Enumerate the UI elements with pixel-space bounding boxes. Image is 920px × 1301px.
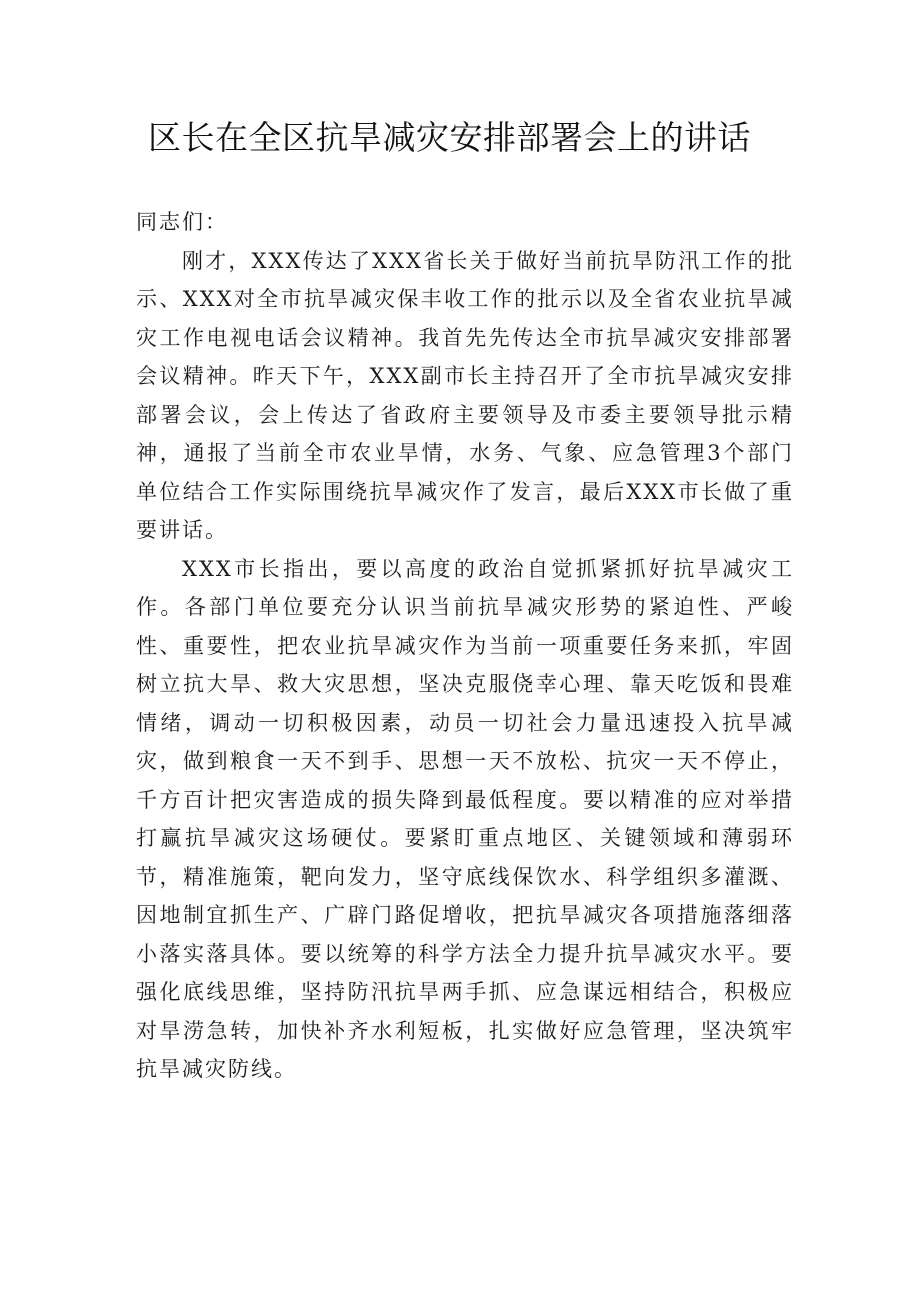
salutation: 同志们： — [136, 210, 228, 234]
paragraph-1: 刚才，XXX传达了XXX省长关于做好当前抗旱防汛工作的批示、XXX对全市抗旱减灾保丰收工作的批示以及全省农业抗旱减灾工作电视电话会议精神。我首先先传达全市抗旱减灾安排部署会议精神。昨天下午，XXX副市长主持召开了全市抗旱减灾安排部署会议，会上传达了省政府主要领导及市委主要领导批示精神，通报了当前全市农业旱情，水务、气象、应急管理3个部门单位结合工作实际围绕抗旱减灾作了发言，最后XXX市长做了重要讲话。 — [136, 248, 794, 542]
document-body — [136, 203, 794, 1089]
paragraph-2: XXX市长指出，要以高度的政治自觉抓紧抓好抗旱减灾工作。各部门单位要充分认识当前抗旱减灾形势的紧迫性、严峻性、重要性，把农业抗旱减灾作为当前一项重要任务来抓，牢固树立抗大旱、救大灾思想，坚决克服侥幸心理、靠天吃饭和畏难情绪，调动一切积极因素，动员一切社会力量迅速投入抗旱减灾，做到粮食一天不到手、思想一天不放松、抗灾一天不停止，千方百计把灾害造成的损失降到最低程度。要以精准的应对举措打赢抗旱减灾这场硬仗。要紧盯重点地区、关键领域和薄弱环节，精准施策，靶向发力，坚守底线保饮水、科学组织多灌溉、因地制宜抓生产、广辟门路促增收，把抗旱减灾各项措施落细落小落实落具体。要以统筹的科学方法全力提升抗旱减灾水平。要强化底线思维，坚持防汛抗旱两手抓、应急谋远相结合，积极应对旱涝急转，加快补齐水利短板，扎实做好应急管理，坚决筑牢抗旱减灾防线。 — [136, 556, 794, 1081]
page-title: 区长在全区抗旱减灾安排部署会上的讲话 — [148, 118, 751, 157]
